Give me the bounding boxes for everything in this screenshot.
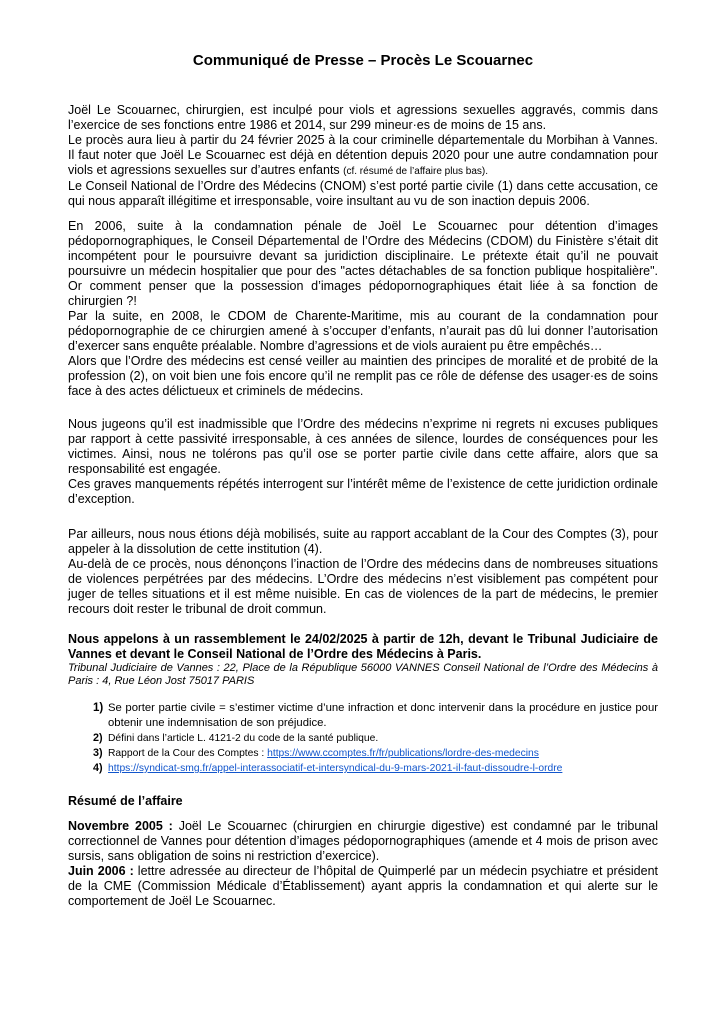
footnote-item: [68, 746, 658, 761]
dissolution-section: [68, 527, 658, 617]
paragraph-proces: [68, 133, 658, 179]
position-section: [68, 417, 658, 507]
text-run: Tribunal Judiciaire de Vannes : 22, Place de la République 56000 VANNES Conseil National de l’Ordre des Médecins à Paris : 4, Rue Léon Jost 75017 PARIS: [68, 662, 658, 687]
footnote-item: [68, 701, 658, 731]
timeline-event: [68, 864, 658, 909]
paragraph-mobilisation: [68, 527, 658, 557]
document-title: Communiqué de Presse – Procès Le Scouarnec: [192, 52, 534, 69]
paragraph-ordre-role: [68, 354, 658, 399]
intro-section: [68, 103, 658, 209]
text-run: Joël Le Scouarnec, chirurgien, est inculpé pour viols et agressions sexuelles aggravés, commis dans l’exercice de ses fonctions entre 1986 et 2014, sur 299 mineur·es de moins de 15 ans.: [68, 103, 658, 132]
footnote-text: Se porter partie civile = s’estimer victime d’une infraction et donc intervenir dans la procédure en justice pour obtenir une indemnisation de son préjudice.: [108, 702, 658, 729]
paragraph-manquements: [68, 477, 658, 507]
footnote-text: Défini dans l’article L. 4121-2 du code de la santé publique.: [108, 733, 379, 744]
paragraph-cdom-charente: [68, 309, 658, 354]
text-run: Nous jugeons qu’il est inadmissible que l’Ordre des médecins n’exprime ni regrets ni excuses publiques par rapport à cette passivité irresponsable, à ces années de silence, lourdes de conséquences pour les victimes. Ainsi, nous ne tolérons pas qu’il ose se porter partie civile dans cette affaire, alors que sa responsabilité est engagée.: [68, 417, 658, 476]
footnote-text: [108, 761, 658, 776]
call-to-action-section: [68, 632, 658, 688]
footnote-number: 3): [93, 747, 103, 759]
text-run: En 2006, suite à la condamnation pénale de Joël Le Scouarnec pour détention d’images pédopornographiques, le Conseil Départemental de l’Ordre des Médecins (CDOM) du Finistère s’était dit incompétent pour le poursuivre devant sa juridiction disciplinaire. Le prétexte était qu’il ne pouvait poursuivre un médecin hospitalier que pour des "actes détachables de sa fonction publique hospitalière". Or comment penser que la possession d’images pédopornographiques était liée à sa fonction de chirurgien ?!: [68, 219, 658, 308]
syndicat-smg-link[interactable]: https://syndicat-smg.fr/appel-interassociatif-et-intersyndical-du-9-mars-2021-il-faut-dissoudre-l-ordre: [108, 763, 563, 774]
paragraph-cnom-partie-civile: [68, 179, 658, 209]
event-text: lettre adressée au directeur de l’hôpital de Quimperlé par un médecin psychiatre et président de la CME (Commission Médicale d’Établissement) ayant appris la condamnation et qui alerte sur le comportement de Joël Le Scouarnec.: [68, 864, 658, 908]
text-run: Ces graves manquements répétés interrogent sur l’intérêt même de l’existence de cette juridiction ordinale d’exception.: [68, 477, 658, 506]
paragraph-inaction: [68, 557, 658, 617]
footnote-item: [68, 761, 658, 776]
text-run: Par ailleurs, nous nous étions déjà mobilisés, suite au rapport accablant de la Cour des Comptes (3), pour appeler à la dissolution de cette institution (4).: [68, 527, 658, 556]
event-date-label: Juin 2006 :: [68, 864, 134, 878]
footnote-number: 1): [93, 702, 104, 714]
text-run: Le procès aura lieu à partir du 24 février 2025 à la cour criminelle départementale du Morbihan à Vannes. Il faut noter que Joël Le Scouarnec est déjà en détention depuis 2020 pour une autre condamnation pour viols et agressions sexuelles sur d’autres enfants: [68, 133, 658, 177]
paragraph-inculpation: [68, 103, 658, 133]
timeline-event: [68, 819, 658, 864]
text-run: Par la suite, en 2008, le CDOM de Charente-Maritime, mis au courant de la condamnation pour pédopornographie de ce chirurgien amené à s’occuper d’enfants, n’aurait pas dû lui donner l’autorisation d’exercer sans enquête préalable. Nombre d’agressions et de viols auraient pu être empêchés…: [68, 309, 658, 353]
text-run: Alors que l’Ordre des médecins est censé veiller au maintien des principes de moralité et de probité de la profession (2), on voit bien une fois encore qu’il ne remplit pas ce rôle de défense des usager·es de soins face à des actes délictueux et criminels de médecins.: [68, 354, 658, 398]
rassemblement-addresses: [68, 662, 658, 688]
ccomptes-report-link[interactable]: https://www.ccomptes.fr/fr/publications/lordre-des-medecins: [267, 748, 539, 759]
footnote-text: [108, 746, 658, 761]
text-run: Rapport de la Cour des Comptes :: [108, 748, 268, 759]
resume-heading: Résumé de l’affaire: [68, 794, 183, 808]
footnote-item: [68, 731, 658, 746]
cdom-section: [68, 219, 658, 399]
text-run: Le Conseil National de l’Ordre des Médecins (CNOM) s’est porté partie civile (1) dans cette accusation, ce qui nous apparaît illégitime et irresponsable, voire insultant au vu de son inaction depuis 2006.: [68, 179, 658, 208]
paragraph-cdom-finistere: [68, 219, 658, 309]
event-date-label: Novembre 2005 :: [68, 819, 173, 833]
footnote-number: 4): [93, 762, 103, 774]
footnote-number: 2): [93, 732, 103, 744]
event-text: Joël Le Scouarnec (chirurgien en chirurgie digestive) est condamné par le tribunal correctionnel de Vannes pour détention d’images pédopornographiques (amende et 4 mois de prison avec sursis, sans obligation de soins ni restriction d’exercice).: [68, 819, 658, 863]
inline-note: (cf. résumé de l’affaire plus bas).: [343, 166, 489, 177]
text-run: Au-delà de ce procès, nous dénonçons l’inaction de l’Ordre des médecins dans de nombreuses situations de violences perpétrées par des médecins. L’Ordre des médecins n’est visiblement pas compétent pour juger de telles situations et il est même nuisible. En cas de violences de la part de médecins, le premier recours doit rester le tribunal de droit commun.: [68, 557, 658, 616]
paragraph-inadmissible: [68, 417, 658, 477]
footnotes-section: [68, 701, 658, 776]
rassemblement-announcement: [68, 632, 658, 662]
resume-section: [68, 819, 658, 909]
text-run: Nous appelons à un rassemblement le 24/02/2025 à partir de 12h, devant le Tribunal Judiciaire de Vannes et devant le Conseil National de l’Ordre des Médecins à Paris.: [68, 632, 658, 661]
